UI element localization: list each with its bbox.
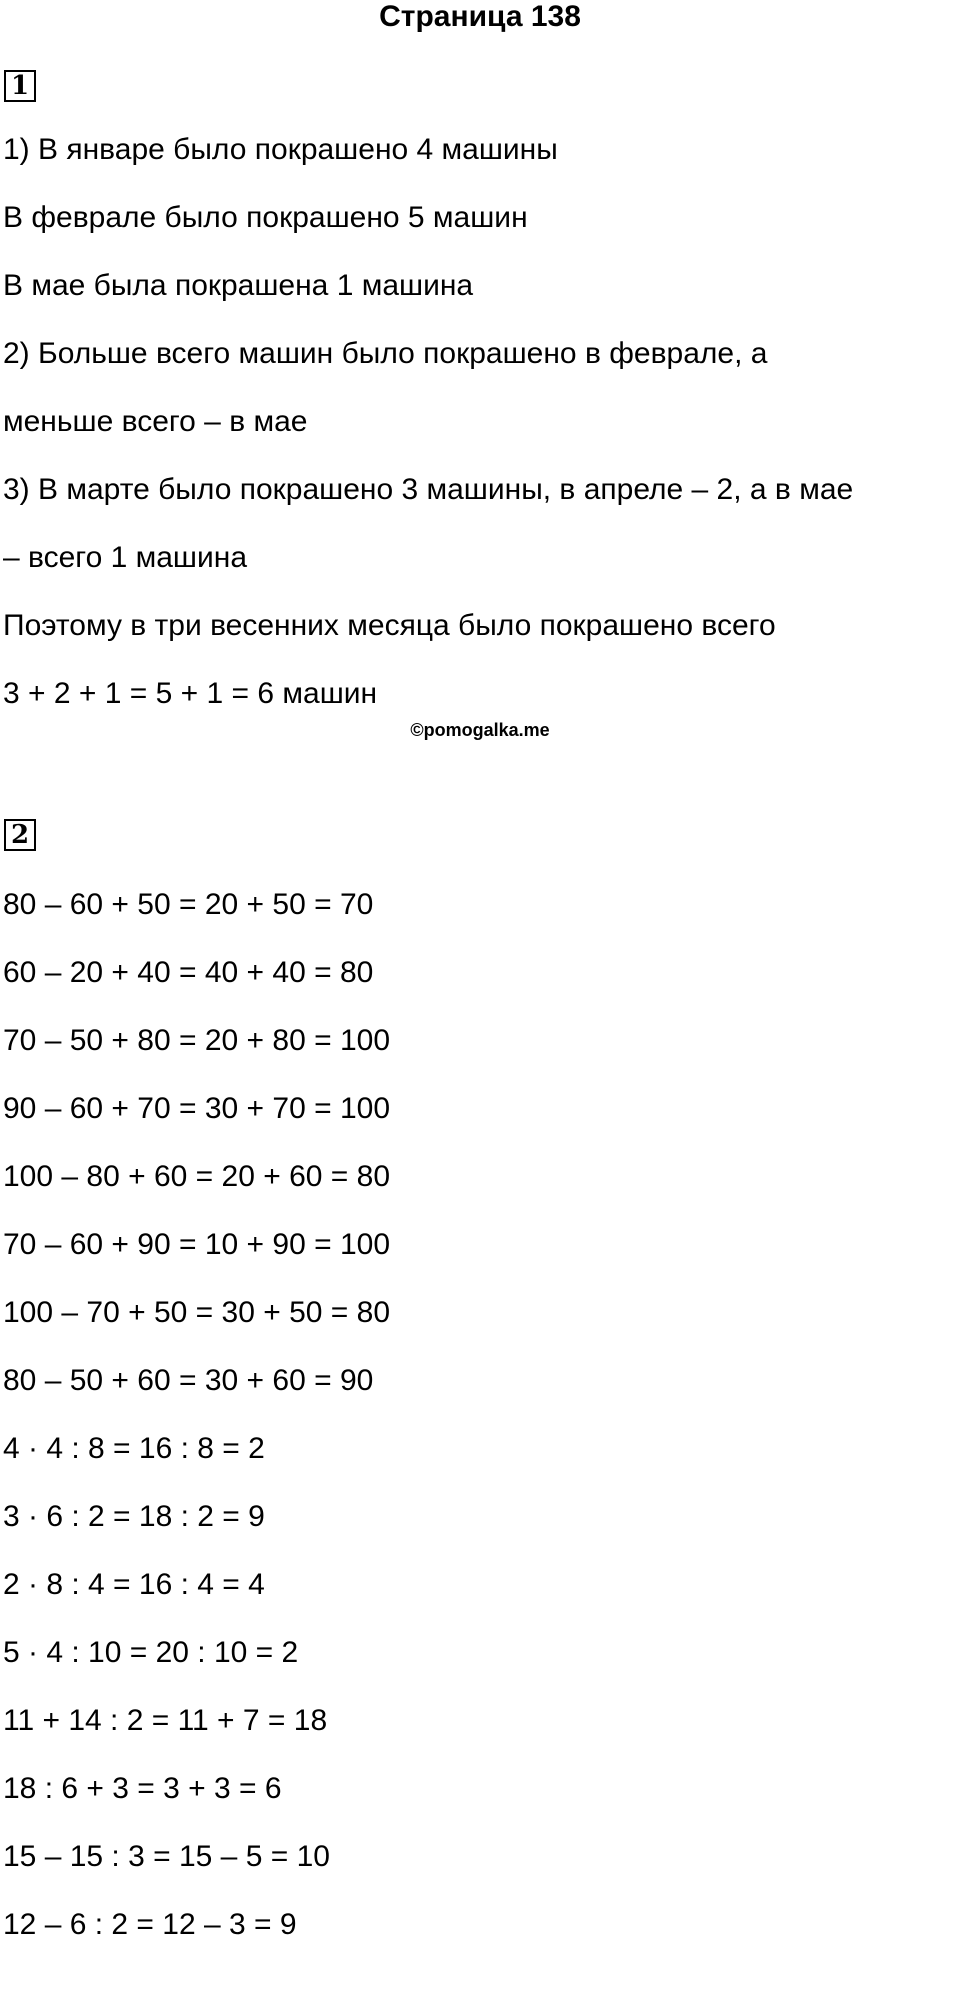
answer-line: Поэтому в три весенних месяца было покрашено всего <box>3 609 776 642</box>
equation-line: 3 · 6 : 2 = 18 : 2 = 9 <box>3 1500 265 1533</box>
task-2-equation-lines <box>3 871 390 1959</box>
answer-line: меньше всего – в мае <box>3 405 308 438</box>
equation-line: 11 + 14 : 2 = 11 + 7 = 18 <box>3 1704 328 1737</box>
answer-line: – всего 1 машина <box>3 541 248 574</box>
equation-line: 70 – 50 + 80 = 20 + 80 = 100 <box>3 1024 391 1057</box>
equation-line: 60 – 20 + 40 = 40 + 40 = 80 <box>3 956 374 989</box>
answer-line: В мае была покрашена 1 машина <box>3 269 474 302</box>
answer-line: 3) В марте было покрашено 3 машины, в апреле – 2, а в мае <box>3 473 854 506</box>
equation-line: 100 – 80 + 60 = 20 + 60 = 80 <box>3 1160 391 1193</box>
answer-line: В феврале было покрашено 5 машин <box>3 201 528 234</box>
equation-line: 2 · 8 : 4 = 16 : 4 = 4 <box>3 1568 265 1601</box>
equation-line: 4 · 4 : 8 = 16 : 8 = 2 <box>3 1432 265 1465</box>
watermark: ©pomogalka.me <box>410 720 550 740</box>
equation-line: 5 · 4 : 10 = 20 : 10 = 2 <box>3 1636 299 1669</box>
equation-line: 70 – 60 + 90 = 10 + 90 = 100 <box>3 1228 391 1261</box>
page-title: Страница 138 <box>379 0 581 33</box>
equation-line: 100 – 70 + 50 = 30 + 50 = 80 <box>3 1296 391 1329</box>
equation-line: 90 – 60 + 70 = 30 + 70 = 100 <box>3 1092 391 1125</box>
answer-line: 3 + 2 + 1 = 5 + 1 = 6 машин <box>3 677 378 710</box>
answer-line: 2) Больше всего машин было покрашено в феврале, а <box>3 337 768 370</box>
equation-line: 80 – 50 + 60 = 30 + 60 = 90 <box>3 1364 374 1397</box>
task-1-number-box: 1 <box>4 70 36 102</box>
equation-line: 80 – 60 + 50 = 20 + 50 = 70 <box>3 888 374 921</box>
task-2-number-box: 2 <box>4 819 36 851</box>
equation-line: 15 – 15 : 3 = 15 – 5 = 10 <box>3 1840 330 1873</box>
equation-line: 12 – 6 : 2 = 12 – 3 = 9 <box>3 1908 297 1941</box>
task-1-answer-lines <box>3 116 853 728</box>
answer-line: 1) В январе было покрашено 4 машины <box>3 133 558 166</box>
equation-line: 18 : 6 + 3 = 3 + 3 = 6 <box>3 1772 282 1805</box>
